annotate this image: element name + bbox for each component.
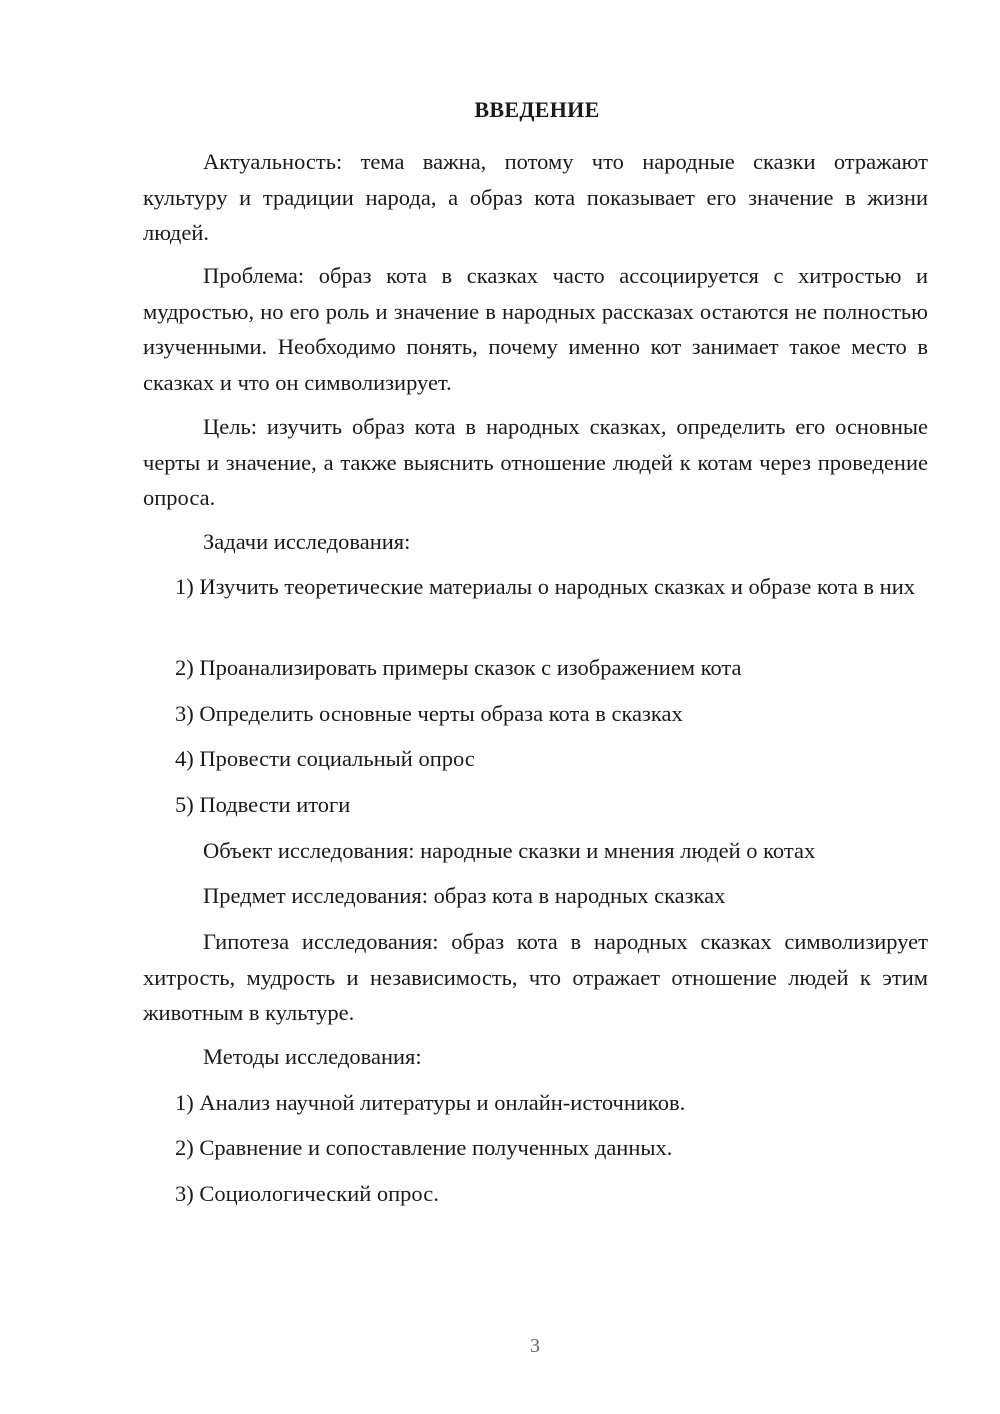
task-item-5: 5) Подвести итоги xyxy=(175,792,351,817)
method-item-1: 1) Анализ научной литературы и онлайн-источников. xyxy=(175,1090,686,1115)
task-item-4: 4) Провести социальный опрос xyxy=(175,746,475,771)
paragraph-object: Объект исследования: народные сказки и мнения людей о котах xyxy=(203,838,816,863)
task-item-3: 3) Определить основные черты образа кота в сказках xyxy=(175,701,683,726)
task-item-1: 1) Изучить теоретические материалы о народных сказках и образе кота в них xyxy=(175,574,916,599)
paragraph-goal: Цель: изучить образ кота в народных сказках, определить его основные черты и значение, а также выяснить отношение людей к котам через проведение опроса. xyxy=(143,414,928,510)
task-item-2: 2) Проанализировать примеры сказок с изображением кота xyxy=(175,655,742,680)
section-title: ВВЕДЕНИЕ xyxy=(474,97,600,122)
paragraph-subject: Предмет исследования: образ кота в народных сказках xyxy=(203,883,726,908)
paragraph-problem: Проблема: образ кота в сказках часто ассоциируется с хитростью и мудростью, но его роль и значение в народных рассказах остаются не полностью изученными. Необходимо понять, почему именно кот занимает такое место в сказках и что он символизирует. xyxy=(143,263,928,395)
method-item-2: 2) Сравнение и сопоставление полученных данных. xyxy=(175,1135,673,1160)
tasks-heading: Задачи исследования: xyxy=(203,529,411,554)
page-number: 3 xyxy=(530,1335,540,1357)
methods-heading: Методы исследования: xyxy=(203,1044,422,1069)
method-item-3: 3) Социологический опрос. xyxy=(175,1181,439,1206)
paragraph-relevance: Актуальность: тема важна, потому что народные сказки отражают культуру и традиции народа, а образ кота показывает его значение в жизни людей. xyxy=(143,149,928,245)
paragraph-hypothesis: Гипотеза исследования: образ кота в народных сказках символизирует хитрость, мудрость и независимость, что отражает отношение людей к этим животным в культуре. xyxy=(143,929,928,1025)
